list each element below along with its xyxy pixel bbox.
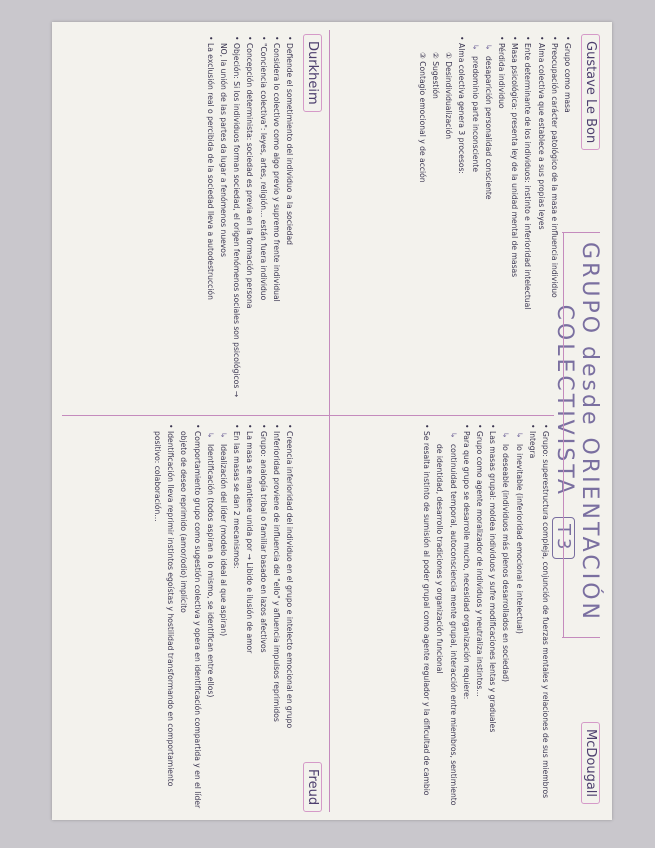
author-durkheim: Durkheim <box>303 34 322 112</box>
le_bon-note-9: ① Desindividualización <box>444 52 454 140</box>
le_bon-note-2: • Alma colectiva que establece a sus propias leyes <box>534 36 547 406</box>
author-le-bon: Gustave Le Bon <box>581 34 600 150</box>
durkheim-note-5: • La exclusión real o percibida de la sociedad lleva a autodestrucción <box>204 36 217 406</box>
durkheim-note-1: • Considera lo colectivo como algo previo y supremo frente individual <box>270 36 283 406</box>
le_bon-note-8: • Alma colectiva genera 3 procesos: <box>455 36 468 406</box>
section-mcdougall <box>420 424 552 809</box>
le_bon-note-10: ② Sugestión <box>430 52 440 99</box>
author-freud: Freud <box>303 762 322 812</box>
topic-tag: T3 <box>552 517 575 559</box>
author-mcdougall: McDougall <box>581 722 600 804</box>
durkheim-note-2: • "Conciencia colectiva": leyes, artes, religión... están fuera individuo <box>256 36 269 406</box>
section-freud <box>151 424 296 809</box>
title-box-right <box>562 637 600 638</box>
freud-note-2: • Grupo: analogía tribal o familiar basado en lazos afectivos <box>256 424 269 809</box>
mcdougall-note-1: • Integra <box>526 424 539 809</box>
freud-note-8: • Identificación lleva reprimir instintos egoístas y hostilidad transformando en comportamiento positivo: colaboración... <box>151 424 177 809</box>
mcdougall-note-6: • Para que grupo se desarrolle mucho, necesidad organización requiere: <box>460 424 473 809</box>
le_bon-note-6: ↳ desaparición personalidad consciente <box>482 36 495 406</box>
mcdougall-note-5: • Grupo como agente moralizador de individuos y neutraliza instintos... <box>473 424 486 809</box>
rotated-content <box>52 22 612 820</box>
le_bon-note-7: ↳ predominio parte inconsciente <box>468 36 481 406</box>
freud-note-6: ↳ Identificación (todos aspiran a lo mismo, se identifican entre ellos) <box>204 424 217 809</box>
mcdougall-note-4: • Las masas grupal: moldea individuos y sufre modificaciones lentas y graduales <box>486 424 499 809</box>
mcdougall-note-8: • Se resalta instinto de sumisión al poder grupal como agente regulador y la dificultad de cambio <box>420 424 433 809</box>
mcdougall-note-2: ↳ lo inevitable (inferioridad emocional e intelectual) <box>512 424 525 809</box>
durkheim-note-3: • Concepción determinista: sociedad es previa en la formación persona <box>243 36 256 406</box>
horizontal-divider <box>329 30 330 812</box>
le_bon-note-4: • Masa psicológica: presenta ley de la unidad mental de masas <box>508 36 521 406</box>
note-sheet <box>52 22 612 820</box>
vertical-divider <box>62 415 554 416</box>
freud-note-5: ↳ Idealización del líder (modelo ideal al que aspiran) <box>217 424 230 809</box>
freud-note-0: • Creencia inferioridad del individuo en el grupo e intelecto emocional en grupo <box>283 424 296 809</box>
le_bon-note-3: • Ente determinante de los individuos: instinto e inferioridad intelectual <box>521 36 534 406</box>
freud-note-1: • Inferioridad proviene de influencia del "ello" y afluencia impulsos reprimidos <box>270 424 283 809</box>
freud-note-3: • La masa se mantiene unida por → Libido e ilusión de amor <box>243 424 256 809</box>
mcdougall-note-3: ↳ lo deseable (individuos más plenos desarrollados en sociedad) <box>499 424 512 809</box>
freud-note-4: • En las masas se dan 2 mecanismos: <box>230 424 243 809</box>
section-durkheim <box>204 36 296 406</box>
durkheim-note-4: • Objeción: Si los individuos forman sociedad, el origen fenómenos sociales son psicológicos → NO, la unión de las partes da lugar a fenómenos nuevos <box>217 36 243 406</box>
section-le-bon <box>416 36 574 406</box>
le_bon-note-11: ③ Contagio emocional y de acción <box>417 52 427 183</box>
le_bon-note-5: • Pérdida individuo <box>495 36 508 406</box>
durkheim-note-0: • Defiende el sometimiento del individuo a la sociedad <box>283 36 296 406</box>
le_bon-note-0: • Grupo como masa <box>561 36 574 406</box>
mcdougall-note-0: • Grupo: superestructura compleja, conjunción de fuerzas mentales y relaciones de sus miembros <box>539 424 552 809</box>
title-text: GRUPO desde ORIENTACIÓN COLECTIVISTA <box>552 242 602 622</box>
freud-note-7: • Comportamiento grupo como sugestión colectiva y opera en identificación compartida y en el líder objeto de deseo reprimido (amor/odio) implícito <box>177 424 203 809</box>
le_bon-note-1: • Preocupación carácter patológico de la masa e influencia individuo <box>548 36 561 406</box>
mcdougall-note-7: ↳ continuidad temporal, autoconsciencia mente grupal, interacción entre miembros, sentimiento de identidad, desarrollo tradiciones y organización funcional <box>433 424 459 809</box>
